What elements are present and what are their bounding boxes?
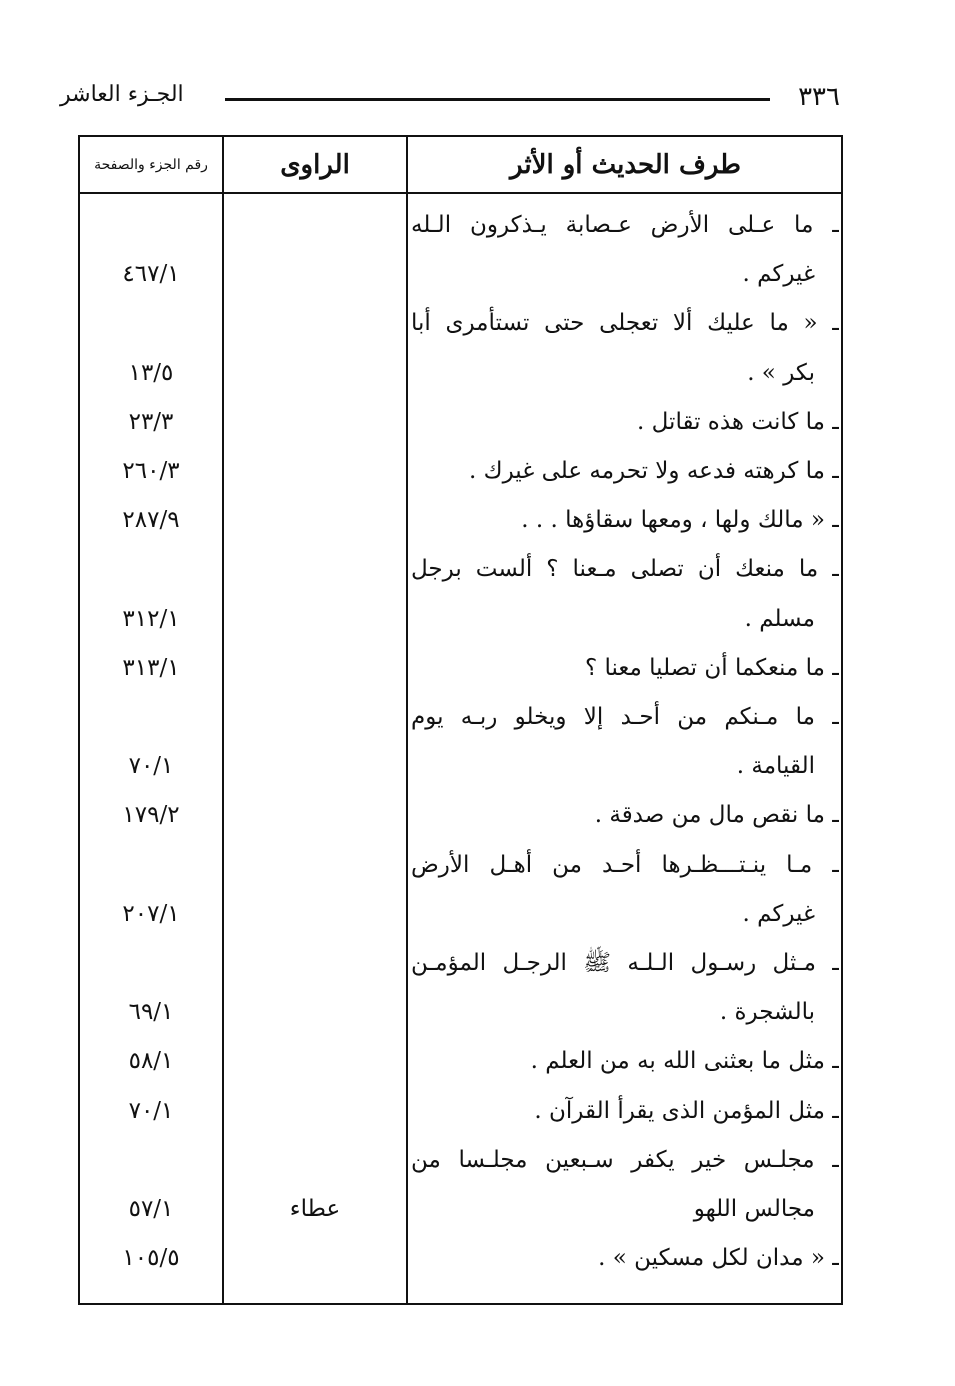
entry-text-line: ـ ما عـلى الأرض عـصابة يـذكرون الـله (411, 212, 839, 238)
entry-text-line: ـ مجلـس خير يكفر سـبعين مجلـسا من (411, 1146, 839, 1173)
entry-reference: ٢٣/٣ (128, 408, 174, 435)
entry-text-line: مسلم . (744, 605, 815, 632)
header-rule (225, 98, 770, 101)
entry-narrator: عطاء (289, 1196, 341, 1222)
entry-reference: ١٠٥/٥ (122, 1245, 180, 1272)
entry-text-line: بكر » . (747, 359, 815, 386)
entry-text-line: ـ مثل المؤمن الذى يقرأ القرآن . (534, 1097, 839, 1124)
entry-text-line: ـ ما منعك أن تصلى مـعنا ؟ ألست برجل (411, 556, 839, 583)
entry-text-line: ـ ما مـنكم من أحـد إلا ويخلو ربـه يوم (411, 704, 839, 730)
entry-reference: ٥٨/١ (128, 1048, 174, 1075)
entry-reference: ٢٠٧/١ (122, 900, 180, 927)
entry-reference: ٣١٣/١ (122, 654, 180, 681)
entry-text-line: بالشجرة . (719, 999, 815, 1026)
column-header-narrator: الراوى (280, 149, 350, 180)
entry-reference: ٥٧/١ (128, 1196, 174, 1222)
entry-text-line: مجالس اللهو (693, 1196, 815, 1222)
entry-text-line: ـ مـثل رسـول الـلـه ﷺ الرجـل المؤمـن (411, 950, 839, 976)
column-divider (406, 137, 408, 1303)
entry-text-line: ـ « مالك ولها ، ومعها سقاؤها . . . (521, 507, 839, 534)
entry-reference: ٣١٢/١ (122, 605, 180, 632)
entry-text-line: غيركم . (742, 900, 815, 927)
entry-reference: ٢٨٧/٩ (122, 507, 180, 534)
entry-text-line: غيركم . (742, 261, 815, 288)
entry-reference: ٢٦٠/٣ (122, 458, 180, 484)
entry-text-line: القيامة . (736, 753, 815, 780)
entry-reference: ٦٩/١ (128, 999, 174, 1026)
entry-text-line: ـ ما نقص مال من صدقة . (594, 802, 839, 829)
column-header-text: طرف الحديث أو الأثر (510, 149, 741, 180)
entry-reference: ٧٠/١ (128, 1097, 174, 1124)
entry-text-line: ـ مثل ما بعثنى الله به من العلم . (530, 1048, 839, 1075)
entry-text-line: ـ « ما عليك ألا تعجلى حتى تستأمرى أبا (411, 310, 839, 337)
header-divider (80, 192, 841, 194)
entry-text-line: ـ ما منعكما أن تصليا معنا ؟ (584, 654, 839, 681)
entry-reference: ٤٦٧/١ (122, 261, 180, 288)
column-header-reference: رقم الجزء والصفحة (94, 156, 208, 173)
part-title: الجـزء العاشر (60, 82, 184, 107)
hadith-index-table (78, 135, 843, 1305)
entry-reference: ١٣/٥ (128, 359, 174, 386)
entry-text-line: ـ مـا ينـتـــظـرها أحـد من أهـل الأرض (411, 851, 839, 878)
page-number: ٣٣٦ (798, 82, 840, 112)
entry-text-line: ـ ما كانت هذه تقاتل . (637, 408, 839, 435)
page-header (60, 78, 840, 122)
entry-text-line: ـ « مدان لكل مسكين » . (598, 1245, 839, 1272)
entry-text-line: ـ ما كرهته فدعه ولا تحرمه على غيرك . (469, 458, 839, 484)
entry-reference: ٧٠/١ (128, 753, 174, 780)
column-divider (222, 137, 224, 1303)
entry-reference: ١٧٩/٢ (122, 802, 180, 829)
